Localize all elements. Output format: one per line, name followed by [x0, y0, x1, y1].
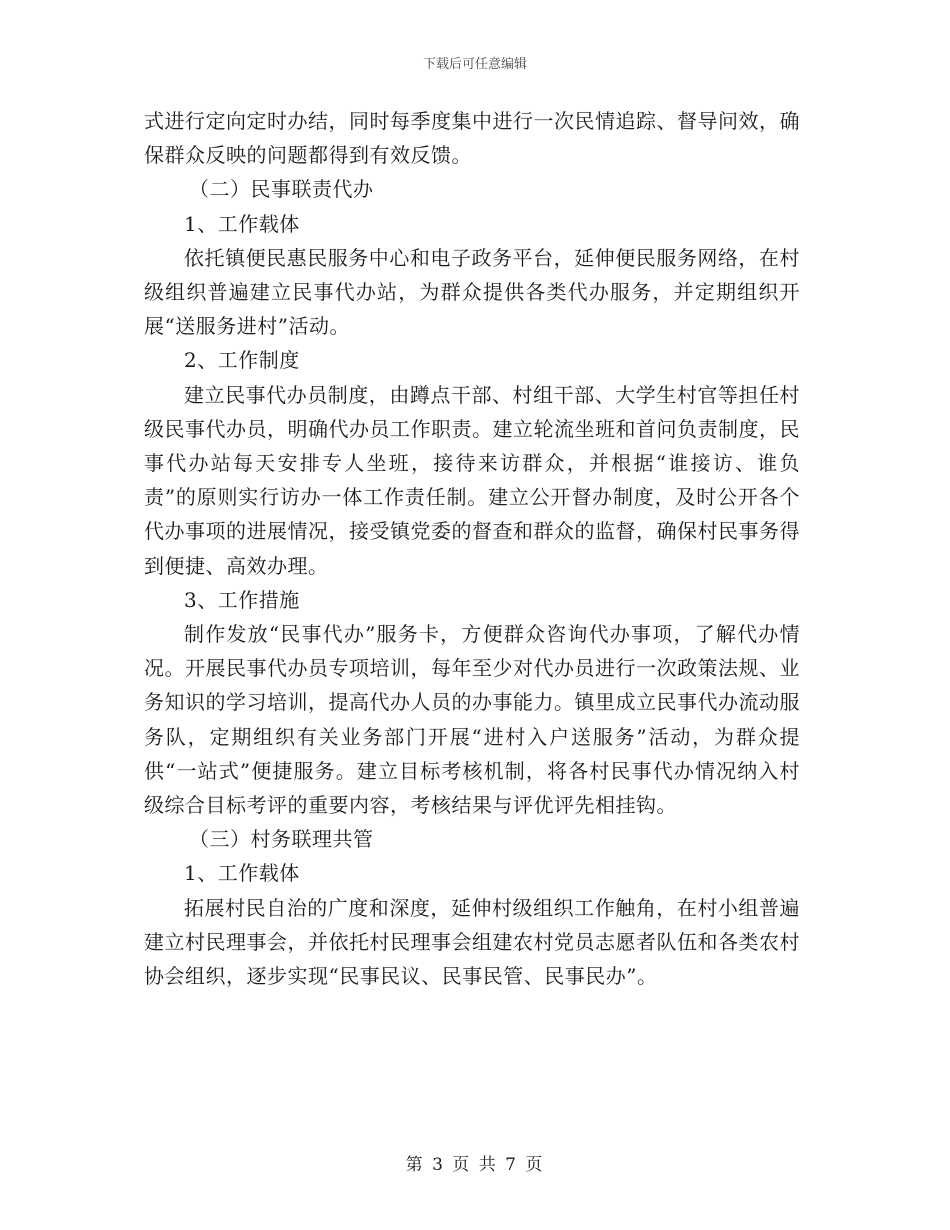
subsection-heading: 1、工作载体 [184, 861, 300, 886]
body-paragraph: 拓展村民自治的广度和深度，延伸村级组织工作触角，在村小组普遍建立村民理事会，并依托村民理事会组建农村党员志愿者队伍和各类农村协会组织，逐步实现“民事民议、民事民管、民事民办”。 [144, 895, 800, 989]
document-body [144, 104, 800, 993]
page-footer: 第 3 页 共 7 页 [405, 1155, 545, 1175]
section-heading: （三）村务联理共管 [189, 827, 374, 852]
subsection-heading: 1、工作载体 [184, 211, 300, 236]
page-header: 下载后可任意编辑 [422, 57, 527, 72]
body-paragraph: 制作发放“民事代办”服务卡，方便群众咨询代办事项，了解代办情况。开展民事代办员专项培训，每年至少对代办员进行一次政策法规、业务知识的学习培训，提高代办人员的办事能力。镇里成立民事代办流动服务队，定期组织有关业务部门开展“进村入户送服务”活动，为群众提供“一站式”便捷服务。建立目标考核机制，将各村民事代办情况纳入村级综合目标考评的重要内容，考核结果与评优评先相挂钩。 [144, 622, 800, 818]
section-heading: （二）民事联责代办 [189, 177, 374, 202]
subsection-heading: 3、工作措施 [184, 587, 300, 612]
continued-paragraph: 式进行定向定时办结，同时每季度集中进行一次民情追踪、督导问效，确保群众反映的问题都得到有效反馈。 [144, 109, 800, 168]
body-paragraph: 建立民事代办员制度，由蹲点干部、村组干部、大学生村官等担任村级民事代办员，明确代办员工作职责。建立轮流坐班和首问负责制度，民事代办站每天安排专人坐班，接待来访群众，并根据“谁接访、谁负责”的原则实行访办一体工作责任制。建立公开督办制度，及时公开各个代办事项的进展情况，接受镇党委的督查和群众的监督，确保村民事务得到便捷、高效办理。 [144, 382, 800, 578]
body-paragraph: 依托镇便民惠民服务中心和电子政务平台，延伸便民服务网络，在村级组织普遍建立民事代办站，为群众提供各类代办服务，并定期组织开展“送服务进村”活动。 [144, 245, 800, 339]
subsection-heading: 2、工作制度 [184, 348, 300, 373]
